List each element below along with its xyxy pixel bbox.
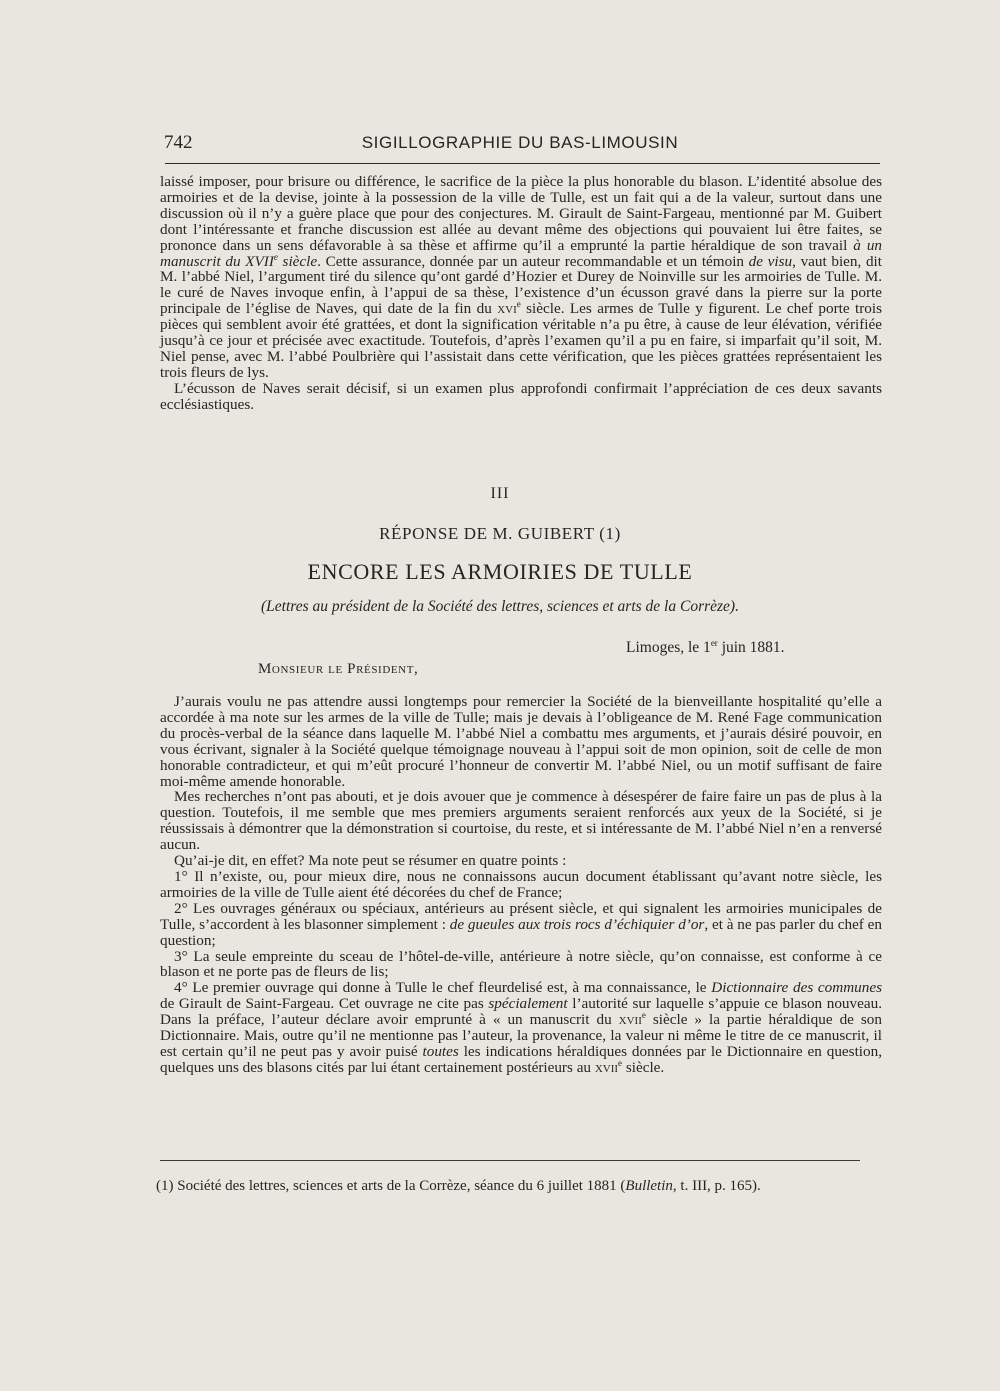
letter-dateline: Limoges, le 1er juin 1881. xyxy=(626,637,785,656)
paragraph: Mes recherches n’ont pas abouti, et je dois avouer que je commence à désespérer de faire faire un pas de plus à la question. Toutefois, il me semble que mes premiers arguments seraient renforcés aux yeux de la Société, si je réussissais à démontrer que la démonstration si courtoise, du reste, et si intéressante de M. l’abbé Niel n’en a renversé aucun. xyxy=(160,788,882,854)
reply-title: RÉPONSE DE M. GUIBERT (1) xyxy=(379,524,621,543)
subtitle: (Lettres au président de la Société des lettres, sciences et arts de la Corrèze). xyxy=(261,598,739,615)
letter-salutation: Monsieur le Président, xyxy=(258,661,419,677)
section-number: III xyxy=(490,485,510,502)
paragraph: 2° Les ouvrages généraux ou spéciaux, antérieurs au présent siècle, et qui signalent les armoiries municipales de Tulle, s’accordent à les blasonner simplement : de gueules aux trois rocs d’échiquier d’or, et à ne pas parler du chef en question; xyxy=(160,899,883,949)
paragraph: Qu’ai-je dit, en effet? Ma note peut se résumer en quatre points : xyxy=(174,852,567,870)
page-header xyxy=(160,128,880,160)
footnote-rule xyxy=(160,1160,860,1161)
letter-body xyxy=(160,694,882,1076)
main-title: ENCORE LES ARMOIRIES DE TULLE xyxy=(307,559,693,584)
footnote: (1) Société des lettres, sciences et arts de la Corrèze, séance du 6 juillet 1881 (Bulletin, t. III, p. 165). xyxy=(156,1178,761,1194)
paragraph: 4° Le premier ouvrage qui donne à Tulle le chef fleurdelisé est, à ma connaissance, le Dictionnaire des communes de Girault de Saint-Fargeau. Cet ouvrage ne cite pas spécialement l’autorité sur laquelle s’appuie ce blason nouveau. Dans la préface, l’auteur déclare avoir emprunté à « un manuscrit du xvii$^e$ siècle » la partie héraldique de son Dictionnaire. Mais, outre qu’il ne mentionne pas l’auteur, la provenance, la valeur ni même le titre de ce manuscrit, il est certain qu’il ne peut pas y avoir puisé toutes les indications héraldiques données par le Dictionnaire en question, quelques uns des blasons cités par lui étant certainement postérieurs au xvii$^e$ siècle. xyxy=(160,979,883,1076)
paragraph: L’écusson de Naves serait décisif, si un examen plus approfondi confirmait l’appréciation de ces deux savants ecclésiastiques. xyxy=(160,379,882,413)
paragraph: 1° Il n’existe, ou, pour mieux dire, nous ne connaissons aucun document établissant qu’avant notre siècle, les armoiries de la ville de Tulle aient été décorées du chef de France; xyxy=(160,867,882,901)
running-title: SIGILLOGRAPHIE DU BAS-LIMOUSIN xyxy=(361,133,679,152)
continuation-text xyxy=(160,174,882,413)
paragraph: J’aurais voulu ne pas attendre aussi longtemps pour remercier la Société de la bienveillante hospitalité qu’elle a accordée à ma note sur les armes de la ville de Tulle; mais je devais à l’obligeance de M. René Fage communication du procès-verbal de la séance dans laquelle M. l’abbé Niel a combattu mes arguments, et j’aurais désiré pouvoir, en vous écrivant, signaler à la Société quelque témoignage nouveau à l’appui soit de mon opinion, soit de celle de mon honorable contradicteur, et qui m’eût procuré l’honneur de convertir M. l’abbé Niel, ou un motif suffisant de faire moi-même amende honorable. xyxy=(160,693,882,790)
page-number: 742 xyxy=(164,132,193,153)
header-rule xyxy=(165,163,880,164)
paragraph: 3° La seule empreinte du sceau de l’hôtel-de-ville, antérieure à notre siècle, qu’on connaisse, est conforme à ce blason et ne porte pas de fleurs de lis; xyxy=(160,947,882,981)
paragraph: laissé imposer, pour brisure ou différence, le sacrifice de la pièce la plus honorable du blason. L’identité absolue des armoiries et de la devise, jointe à la possession de la ville de Tulle, est un fait qui a de la valeur, surtout dans une discussion où il n’y a guère place que pour des conjectures. M. Girault de Saint-Fargeau, mentionné par M. Guibert dont l’intéressante et franche discussion est allée au devant même des objections qui pouvaient lui être faites, se prononce dans un sens défavorable à sa thèse et affirme qu’il a emprunté la partie héraldique de son travail à un manuscrit du XVIIe siècle. Cette assurance, donnée par un auteur recommandable et un témoin de visu, vaut bien, dit M. l’abbé Niel, l’argument tiré du silence qu’ont gardé d’Hozier et Durey de Noinville sur les armoiries de Tulle. M. le curé de Naves invoque enfin, à l’appui de sa thèse, l’existence d’un écusson gravé dans la pierre sur la porte principale de l’église de Naves, qui date de la fin du xvi$^e$ siècle. Les armes de Tulle y figurent. Le chef porte trois pièces qui semblent avoir été grattées, et dont la signification véritable n’a pu être, à cause de leur élévation, vérifiée jusqu’à ce jour et précisée avec exactitude. Toutefois, d’après l’examen qu’il a pu en faire, si imparfait qu’il soit, M. Niel pense, avec M. l’abbé Poulbrière qui l’assistait dans cette vérification, que les pièces grattées représentaient les trois fleurs de lys. xyxy=(160,173,883,381)
